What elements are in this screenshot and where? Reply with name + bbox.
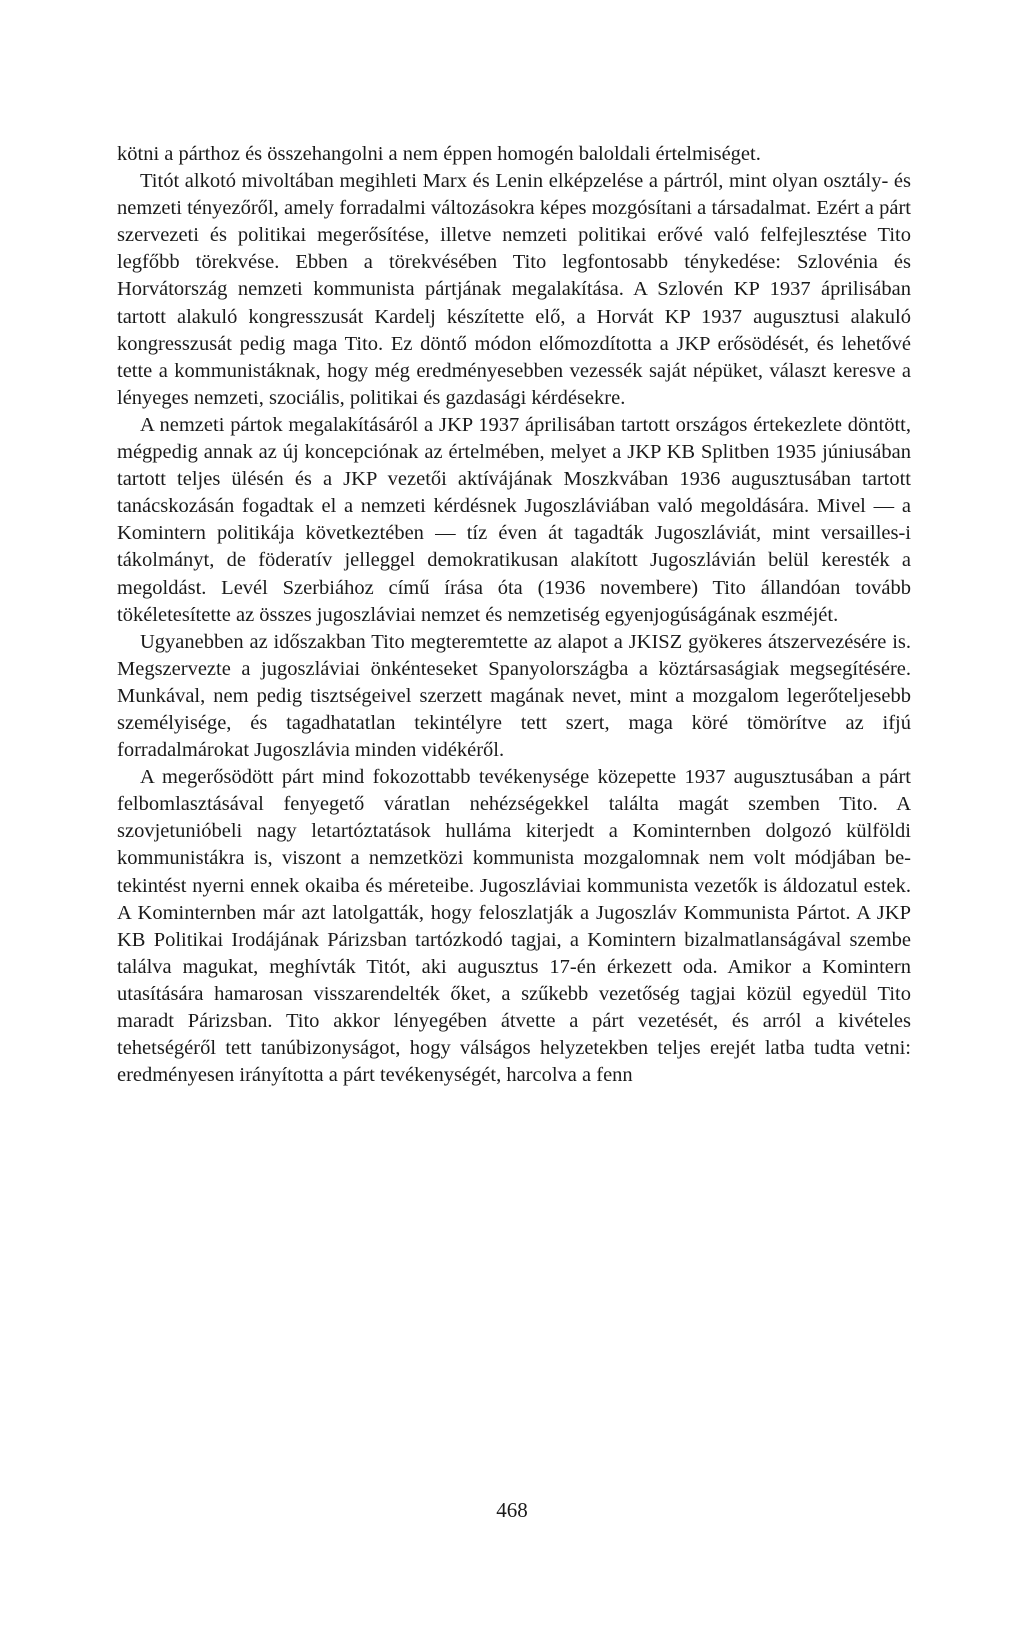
paragraph-5: A megerősödött párt mind fokozottabb tevékenysége közepette 1937 augusztusában a párt felbomlasztásával fenyegető váratlan nehézségekkel találta magát szemben Tito. A szovjetunióbeli nagy letartóztatások hulláma kiterjedt a Kominternben dolgozó külföldi kommunistákra is, viszont a nemzetközi kommunista mozgalomnak nem volt módjában betekintést nyerni ennek okaiba és méreteibe. Jugoszláviai kommunista vezetők is áldozatul estek. A Kominternben már azt latolgatták, hogy feloszlatják a Jugoszláv Kommunista Pártot. A JKP KB Politikai Irodájának Párizsban tartózkodó tagjai, a Komintern bizalmatlanságával szembe találva magukat, meghívták Titót, aki augusztus 17-én érkezett oda. Amikor a Komintern utasítására hamarosan visszarendelték őket, a szűkebb vezetőség tagjai közül egyedül Tito maradt Párizsban. Tito akkor lényegében átvette a párt vezetését, és arról a kivételes tehetségéről tett tanúbizonyságot, hogy válságos helyzetekben teljes erejét latba tudta vetni: eredményesen irányította a párt tevékenységét, harcolva a fenn [117, 766, 911, 1087]
page-body [117, 141, 911, 1089]
paragraph-1: kötni a párthoz és összehangolni a nem éppen homogén baloldali értelmiséget. [117, 143, 761, 165]
paragraph-4: Ugyanebben az időszakban Tito megteremtette az alapot a JKISZ gyökeres átszervezésére is. Megszervezte a jugoszláviai önkénteseket Spanyolországba a köztársaságiak megsegítésére. Munkával, nem pedig tisztségeivel szerzett magának nevet, mint a mozgalom legerőteljesebb személyisége, és tagadhatatlan tekintélyre tett szert, maga köré tömörítve az ifjú forradalmárokat Jugoszlávia minden vidékéről. [117, 630, 911, 762]
paragraph-3: A nemzeti pártok megalakításáról a JKP 1937 áprilisában tartott országos értekezlete döntött, mégpedig annak az új koncepciónak az értelmében, melyet a JKP KB Splitben 1935 júniusában tartott teljes ülésén és a JKP vezetői aktívájának Moszkvában 1936 augusztusában tartott tanácskozásán fogadtak el a nemzeti kérdésnek Jugoszláviában való megoldására. Mivel — a Komintern politikája következtében — tíz éven át tagadták Jugoszláviát, mint versailles-i tákolmányt, de föderatív jelleggel demokratikusan alakított Jugoszlávián belül keresték a megoldást. Levél Szerbiához című írása óta (1936 novembere) Tito állandóan tovább tökéletesítette az összes jugoszláviai nemzet és nemzetiség egyenjogúságának eszméjét. [117, 413, 911, 626]
page-number: 468 [496, 1498, 528, 1522]
paragraph-2: Titót alkotó mivoltában megihleti Marx és Lenin elképzelése a pártról, mint olyan osztály- és nemzeti tényezőről, amely forradalmi változásokra képes mozgósítani a társadalmat. Ezért a párt szervezeti és politikai megerősítése, illetve nemzeti politikai erővé való felfejlesztése Tito legfőbb törekvése. Ebben a törekvésében Tito legfontosabb ténykedése: Szlovénia és Horvátország nemzeti kommunista pártjának megalakítása. A Szlovén KP 1937 áprilisában tartott alakuló kongresszusát Kardelj készítette elő, a Horvát KP 1937 augusztusi alakuló kongresszusát pedig maga Tito. Ez döntő módon előmozdította a JKP erősödését, és lehetővé tette a kommunistáknak, hogy még eredményesebben vezessék saját népüket, választ keresve a lényeges nemzeti, szociális, politikai és gazdasági kérdésekre. [117, 170, 911, 409]
